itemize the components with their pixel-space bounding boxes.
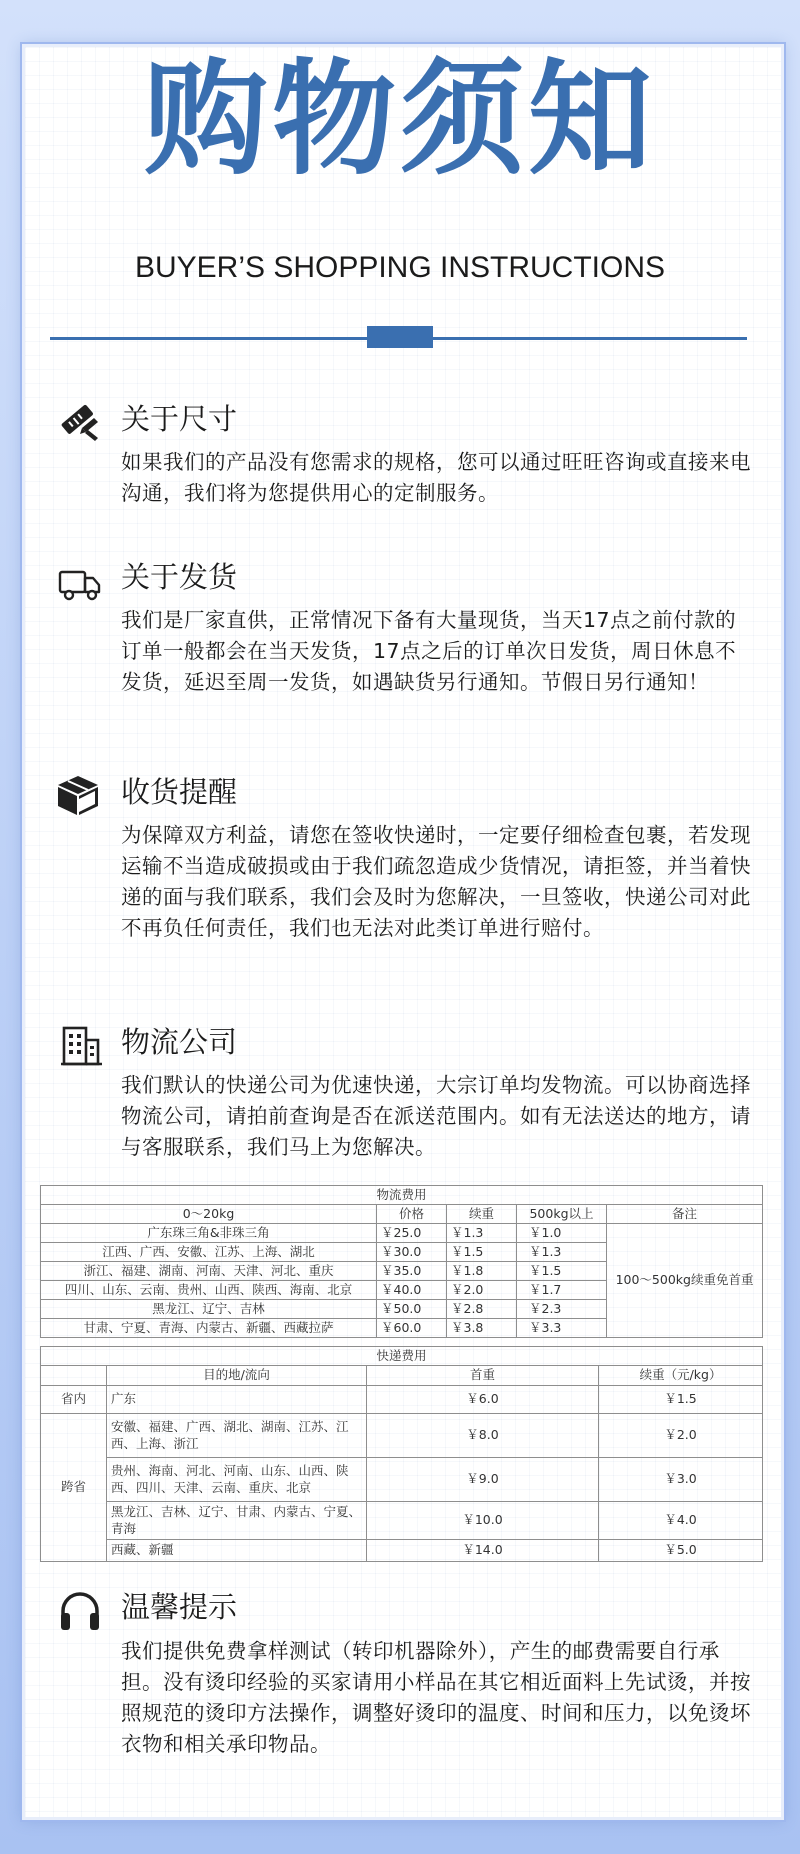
- table-cell: 甘肃、宁夏、青海、内蒙古、新疆、西藏拉萨: [41, 1319, 377, 1338]
- section-title-logistics: 物流公司: [121, 1025, 238, 1059]
- table-cell: ￥4.0: [599, 1502, 763, 1540]
- table-cell: 西藏、新疆: [107, 1540, 367, 1562]
- cross-province-label: 跨省: [41, 1414, 107, 1562]
- logistics-fee-table: [40, 1185, 763, 1338]
- package-box-icon: [56, 773, 100, 817]
- section-title-shipping: 关于发货: [121, 560, 238, 594]
- table-cell: ￥1.7: [517, 1281, 607, 1300]
- table-cell: ￥50.0: [377, 1300, 447, 1319]
- express-fee-table: [40, 1346, 763, 1562]
- table-cell: 江西、广西、安徽、江苏、上海、湖北: [41, 1243, 377, 1262]
- table-header: 价格: [377, 1205, 447, 1224]
- table-cell: ￥1.3: [517, 1243, 607, 1262]
- table-row: [41, 1414, 763, 1458]
- truck-icon: [58, 562, 102, 606]
- section-title-tips: 温馨提示: [121, 1590, 238, 1624]
- table-cell: 安徽、福建、广西、湖北、湖南、江苏、江西、上海、浙江: [107, 1414, 367, 1458]
- table-row: [41, 1458, 763, 1502]
- table-cell: ￥9.0: [367, 1458, 599, 1502]
- table-cell: ￥3.8: [447, 1319, 517, 1338]
- section-body-size: 如果我们的产品没有您需求的规格，您可以通过旺旺咨询或直接来电沟通，我们将为您提供用心的定制服务。: [121, 450, 751, 505]
- table-cell: ￥14.0: [367, 1540, 599, 1562]
- table-cell: ￥1.5: [517, 1262, 607, 1281]
- table-cell: ￥1.8: [447, 1262, 517, 1281]
- table-cell: 四川、山东、云南、贵州、山西、陕西、海南、北京: [41, 1281, 377, 1300]
- table-cell: 浙江、福建、湖南、河南、天津、河北、重庆: [41, 1262, 377, 1281]
- table-cell: 广东: [107, 1386, 367, 1414]
- table-cell: ￥2.8: [447, 1300, 517, 1319]
- table-cell: ￥3.3: [517, 1319, 607, 1338]
- table-row: [41, 1386, 763, 1414]
- table-row: [41, 1224, 763, 1243]
- table-cell: ￥1.5: [599, 1386, 763, 1414]
- pencil-ruler-icon: [58, 400, 102, 444]
- table-cell: ￥10.0: [367, 1502, 599, 1540]
- headphones-icon: [58, 1589, 102, 1633]
- table-cell: ￥2.3: [517, 1300, 607, 1319]
- table-cell: ￥60.0: [377, 1319, 447, 1338]
- table-cell: ￥6.0: [367, 1386, 599, 1414]
- section-body-shipping: 我们是厂家直供，正常情况下备有大量现货，当天17点之前付款的订单一般都会在当天发货，17点之后的订单次日发货，周日休息不发货，延迟至周一发货，如遇缺货另行通知。节假日另行通知！: [121, 608, 737, 694]
- table-cell: ￥1.5: [447, 1243, 517, 1262]
- table-header: 目的地/流向: [107, 1366, 367, 1386]
- page-subtitle: BUYER’S SHOPPING INSTRUCTIONS: [134, 251, 666, 284]
- logistics-table-title: 物流费用: [41, 1186, 763, 1205]
- section-title-size: 关于尺寸: [121, 402, 238, 436]
- title-divider-accent: [367, 326, 433, 348]
- province-label: 省内: [41, 1386, 107, 1414]
- table-cell: ￥8.0: [367, 1414, 599, 1458]
- table-cell: 黑龙江、辽宁、吉林: [41, 1300, 377, 1319]
- table-header: 续重（元/kg）: [599, 1366, 763, 1386]
- table-cell: ￥5.0: [599, 1540, 763, 1562]
- table-cell: ￥35.0: [377, 1262, 447, 1281]
- table-cell: ￥2.0: [447, 1281, 517, 1300]
- table-cell: ￥1.0: [517, 1224, 607, 1243]
- table-cell: ￥3.0: [599, 1458, 763, 1502]
- table-row: [41, 1540, 763, 1562]
- table-cell: ￥2.0: [599, 1414, 763, 1458]
- section-body-receipt: 为保障双方利益，请您在签收快递时，一定要仔细检查包裹，若发现运输不当造成破损或由于我们疏忽造成少货情况，请拒签，并当着快递的面与我们联系，我们会及时为您解决，一旦签收，快递公司对此不再负任何责任，我们也无法对此类订单进行赔付。: [121, 823, 751, 940]
- table-row: [41, 1502, 763, 1540]
- table-header: 500kg以上: [517, 1205, 607, 1224]
- page-title: 购物须知: [143, 48, 656, 192]
- table-cell: ￥30.0: [377, 1243, 447, 1262]
- table-cell: ￥25.0: [377, 1224, 447, 1243]
- building-icon: [60, 1024, 104, 1068]
- express-table-title: 快递费用: [41, 1347, 763, 1366]
- section-title-receipt: 收货提醒: [121, 775, 238, 809]
- table-header: 备注: [607, 1205, 763, 1224]
- logistics-note: 100～500kg续重免首重: [607, 1224, 763, 1338]
- section-body-tips: 我们提供免费拿样测试（转印机器除外），产生的邮费需要自行承担。没有烫印经验的买家请用小样品在其它相近面料上先试烫，并按照规范的烫印方法操作，调整好烫印的温度、时间和压力，以免烫坏衣物和相关承印物品。: [121, 1639, 751, 1756]
- table-header: 续重: [447, 1205, 517, 1224]
- table-cell: 黑龙江、吉林、辽宁、甘肃、内蒙古、宁夏、青海: [107, 1502, 367, 1540]
- table-cell: 广东珠三角&非珠三角: [41, 1224, 377, 1243]
- table-header: 0～20kg: [41, 1205, 377, 1224]
- table-cell: 贵州、海南、河北、河南、山东、山西、陕西、四川、天津、云南、重庆、北京: [107, 1458, 367, 1502]
- section-body-logistics: 我们默认的快递公司为优速快递，大宗订单均发物流。可以协商选择物流公司，请拍前查询是否在派送范围内。如有无法送达的地方，请与客服联系，我们马上为您解决。: [121, 1073, 751, 1159]
- table-cell: ￥1.3: [447, 1224, 517, 1243]
- table-header: 首重: [367, 1366, 599, 1386]
- table-cell: ￥40.0: [377, 1281, 447, 1300]
